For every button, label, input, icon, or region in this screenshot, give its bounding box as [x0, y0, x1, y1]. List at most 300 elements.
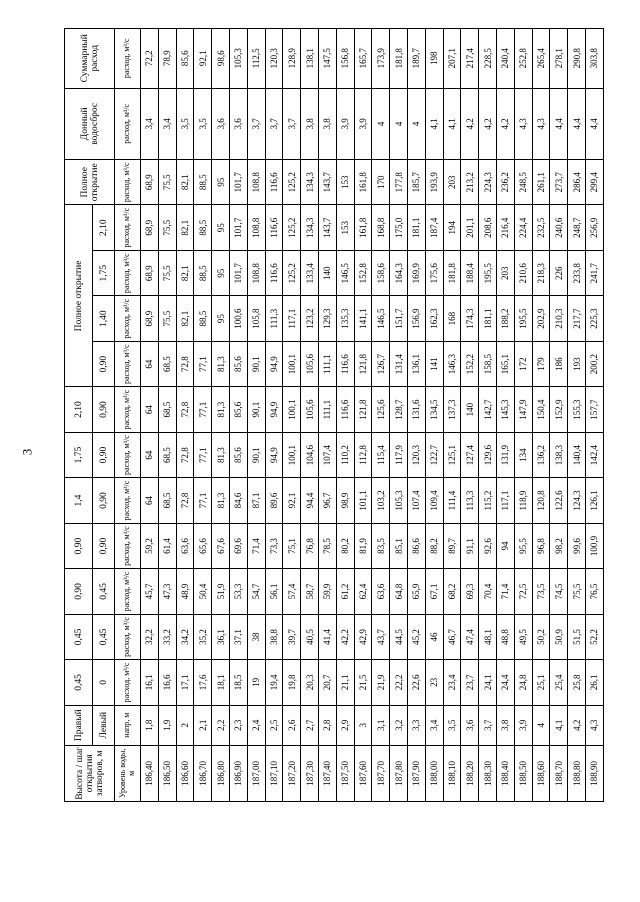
header-bottom-outlet: Донный водосброс — [65, 88, 115, 159]
table-cell: 64 — [141, 478, 159, 523]
table-cell: 161,8 — [354, 160, 372, 205]
header-r1-c6: 1,4 — [65, 478, 93, 523]
header-r1-c7: 1,75 — [65, 432, 93, 477]
table-cell: 49,5 — [514, 614, 532, 659]
header-total-unit: расход, м³/с — [115, 29, 141, 89]
table-row — [532, 29, 550, 802]
table-cell: 76,8 — [301, 523, 319, 568]
header-r2-c6: 0,90 — [93, 478, 115, 523]
table-row — [141, 29, 159, 802]
table-cell: 286,4 — [568, 160, 586, 205]
table-cell: 170 — [372, 160, 390, 205]
table-cell: 108,8 — [247, 160, 265, 205]
table-cell: 226 — [550, 250, 568, 295]
water-level-cell: 188,10 — [443, 745, 461, 801]
table-cell: 65,6 — [194, 523, 212, 568]
table-cell: 68,9 — [141, 296, 159, 341]
table-cell: 38 — [247, 614, 265, 659]
table-cell: 116,6 — [336, 341, 354, 386]
table-row — [354, 29, 372, 802]
table-cell: 24,4 — [496, 660, 514, 705]
table-cell: 188,4 — [461, 250, 479, 295]
table-cell: 175,0 — [390, 205, 408, 250]
table-cell: 68,2 — [443, 569, 461, 614]
table-cell: 4 — [407, 88, 425, 159]
table-cell: 111,4 — [443, 478, 461, 523]
table-cell: 193,9 — [425, 160, 443, 205]
table-row — [158, 29, 176, 802]
table-cell: 24,1 — [479, 660, 497, 705]
table-cell: 81,3 — [212, 387, 230, 432]
rotated-table-wrapper — [64, 28, 604, 802]
header-full-opening: Полное открытие — [65, 160, 115, 205]
table-cell: 68,5 — [158, 478, 176, 523]
table-cell: 4,1 — [425, 88, 443, 159]
table-cell: 21,5 — [354, 660, 372, 705]
table-cell: 107,4 — [407, 478, 425, 523]
water-level-cell: 186,90 — [229, 745, 247, 801]
table-row — [265, 29, 283, 802]
table-cell: 105,6 — [301, 341, 319, 386]
table-cell: 43,7 — [372, 614, 390, 659]
table-cell: 165,1 — [496, 341, 514, 386]
table-cell: 81,9 — [354, 523, 372, 568]
table-cell: 146,5 — [336, 250, 354, 295]
header-unit: расход, м³/с — [115, 387, 141, 432]
table-cell: 1,8 — [141, 705, 159, 745]
table-cell: 59,2 — [141, 523, 159, 568]
table-cell: 86,6 — [407, 523, 425, 568]
water-level-cell: 186,70 — [194, 745, 212, 801]
header-head: напр, м — [115, 705, 141, 745]
water-level-cell: 187,10 — [265, 745, 283, 801]
table-cell: 156,9 — [407, 296, 425, 341]
table-cell: 116,6 — [265, 205, 283, 250]
table-cell: 162,3 — [425, 296, 443, 341]
table-cell: 75,5 — [158, 205, 176, 250]
table-cell: 187,4 — [425, 205, 443, 250]
table-cell: 124,3 — [568, 478, 586, 523]
table-cell: 4,2 — [496, 88, 514, 159]
table-cell: 2,7 — [301, 705, 319, 745]
table-cell: 20,3 — [301, 660, 319, 705]
water-level-cell: 188,70 — [550, 745, 568, 801]
table-cell: 129,3 — [318, 296, 336, 341]
header-unit: расход, м³/с — [115, 660, 141, 705]
table-cell: 125,6 — [372, 387, 390, 432]
table-cell: 195,5 — [514, 296, 532, 341]
table-cell: 158,6 — [372, 250, 390, 295]
table-row — [585, 29, 603, 802]
table-row — [194, 29, 212, 802]
table-cell: 2,3 — [229, 705, 247, 745]
table-cell: 3,8 — [301, 88, 319, 159]
table-cell: 116,6 — [265, 160, 283, 205]
table-cell: 48,8 — [496, 614, 514, 659]
table-cell: 90,1 — [247, 432, 265, 477]
table-cell: 112,5 — [247, 29, 265, 89]
table-cell: 156,8 — [336, 29, 354, 89]
table-cell: 26,1 — [585, 660, 603, 705]
table-cell: 63,6 — [372, 569, 390, 614]
water-level-cell: 187,90 — [407, 745, 425, 801]
table-cell: 77,1 — [194, 432, 212, 477]
table-cell: 4,1 — [550, 705, 568, 745]
water-level-cell: 186,80 — [212, 745, 230, 801]
table-cell: 125,2 — [283, 160, 301, 205]
table-cell: 98,6 — [212, 29, 230, 89]
table-cell: 233,8 — [568, 250, 586, 295]
header-unit: расход, м³/с — [115, 205, 141, 250]
table-cell: 33,2 — [158, 614, 176, 659]
table-row — [461, 29, 479, 802]
table-cell: 145,3 — [496, 387, 514, 432]
table-container — [64, 28, 604, 802]
table-cell: 56,1 — [265, 569, 283, 614]
header-r2-c9: 0,90 — [93, 341, 115, 386]
table-cell: 67,6 — [212, 523, 230, 568]
table-cell: 48,1 — [479, 614, 497, 659]
table-cell: 68,9 — [141, 205, 159, 250]
table-cell: 88,5 — [194, 296, 212, 341]
table-cell: 120,3 — [265, 29, 283, 89]
table-cell: 34,2 — [176, 614, 194, 659]
table-cell: 18,5 — [229, 660, 247, 705]
table-cell: 53,3 — [229, 569, 247, 614]
table-cell: 175,6 — [425, 250, 443, 295]
table-cell: 2,8 — [318, 705, 336, 745]
table-cell: 3,7 — [283, 88, 301, 159]
table-cell: 3,4 — [158, 88, 176, 159]
table-cell: 142,4 — [585, 432, 603, 477]
table-cell: 85,6 — [229, 341, 247, 386]
table-cell: 181,8 — [390, 29, 408, 89]
table-cell: 138,3 — [550, 432, 568, 477]
table-cell: 3,8 — [318, 88, 336, 159]
water-level-cell: 187,70 — [372, 745, 390, 801]
table-cell: 105,6 — [301, 387, 319, 432]
table-cell: 44,5 — [390, 614, 408, 659]
table-cell: 80,2 — [336, 523, 354, 568]
table-cell: 81,3 — [212, 341, 230, 386]
table-cell: 299,4 — [585, 160, 603, 205]
table-cell: 71,4 — [496, 569, 514, 614]
table-cell: 128,7 — [390, 387, 408, 432]
table-cell: 3,5 — [194, 88, 212, 159]
table-cell: 83,5 — [372, 523, 390, 568]
table-cell: 142,7 — [479, 387, 497, 432]
table-cell: 103,2 — [372, 478, 390, 523]
table-cell: 126,7 — [372, 341, 390, 386]
table-cell: 75,5 — [158, 296, 176, 341]
table-cell: 108,8 — [247, 205, 265, 250]
table-cell: 105,3 — [390, 478, 408, 523]
table-cell: 181,1 — [407, 205, 425, 250]
table-cell: 126,1 — [585, 478, 603, 523]
water-level-cell: 188,60 — [532, 745, 550, 801]
table-cell: 72,8 — [176, 387, 194, 432]
table-cell: 23,4 — [443, 660, 461, 705]
table-cell: 224,4 — [514, 205, 532, 250]
discharge-table — [64, 28, 604, 802]
table-cell: 158,5 — [479, 341, 497, 386]
table-cell: 94,9 — [265, 341, 283, 386]
table-cell: 67,1 — [425, 569, 443, 614]
table-cell: 189,7 — [407, 29, 425, 89]
table-cell: 136,1 — [407, 341, 425, 386]
table-cell: 138,1 — [301, 29, 319, 89]
table-cell: 236,2 — [496, 160, 514, 205]
table-cell: 45,7 — [141, 569, 159, 614]
table-cell: 210,3 — [550, 296, 568, 341]
table-cell: 3,7 — [479, 705, 497, 745]
table-cell: 137,3 — [443, 387, 461, 432]
table-cell: 120,3 — [407, 432, 425, 477]
table-cell: 169,9 — [407, 250, 425, 295]
header-full-opening-group: Полное открытие — [65, 205, 93, 387]
table-cell: 82,1 — [176, 250, 194, 295]
table-cell: 2 — [176, 705, 194, 745]
table-cell: 131,4 — [390, 341, 408, 386]
table-cell: 228,5 — [479, 29, 497, 89]
table-cell: 232,5 — [532, 205, 550, 250]
table-cell: 100,1 — [283, 432, 301, 477]
table-cell: 64 — [141, 432, 159, 477]
table-cell: 3,9 — [354, 88, 372, 159]
table-cell: 16,6 — [158, 660, 176, 705]
water-level-cell: 188,30 — [479, 745, 497, 801]
header-total-discharge: Суммарный расход — [65, 29, 115, 89]
header-row-3 — [115, 29, 141, 802]
table-cell: 16,1 — [141, 660, 159, 705]
table-cell: 3,6 — [461, 705, 479, 745]
table-cell: 123,2 — [301, 296, 319, 341]
table-cell: 173,9 — [372, 29, 390, 89]
table-cell: 140,4 — [568, 432, 586, 477]
table-cell: 172 — [514, 341, 532, 386]
water-level-cell: 188,00 — [425, 745, 443, 801]
table-cell: 216,4 — [496, 205, 514, 250]
table-cell: 140 — [461, 387, 479, 432]
table-cell: 174,3 — [461, 296, 479, 341]
table-cell: 72,2 — [141, 29, 159, 89]
table-cell: 261,1 — [532, 160, 550, 205]
table-cell: 88,5 — [194, 250, 212, 295]
table-cell: 165,7 — [354, 29, 372, 89]
table-row — [443, 29, 461, 802]
table-row — [372, 29, 390, 802]
table-cell: 186 — [550, 341, 568, 386]
table-cell: 90,1 — [247, 341, 265, 386]
table-cell: 19,4 — [265, 660, 283, 705]
table-cell: 4,2 — [568, 705, 586, 745]
table-cell: 203 — [443, 160, 461, 205]
table-cell: 3,6 — [229, 88, 247, 159]
header-unit: расход, м³/с — [115, 250, 141, 295]
table-cell: 68,9 — [141, 250, 159, 295]
table-cell: 198 — [425, 29, 443, 89]
table-cell: 64 — [141, 387, 159, 432]
table-cell: 62,4 — [354, 569, 372, 614]
table-cell: 81,3 — [212, 478, 230, 523]
table-cell: 110,2 — [336, 432, 354, 477]
table-cell: 50,9 — [550, 614, 568, 659]
table-cell: 101,1 — [354, 478, 372, 523]
table-cell: 74,5 — [550, 569, 568, 614]
table-cell: 188,2 — [496, 296, 514, 341]
table-cell: 193 — [568, 341, 586, 386]
table-cell: 70,4 — [479, 569, 497, 614]
table-cell: 117,1 — [283, 296, 301, 341]
table-cell: 240,6 — [550, 205, 568, 250]
table-cell: 121,8 — [354, 341, 372, 386]
header-r2-c12: 2,10 — [93, 205, 115, 250]
table-cell: 152,8 — [354, 250, 372, 295]
table-cell: 82,1 — [176, 296, 194, 341]
table-row — [283, 29, 301, 802]
table-cell: 4,2 — [479, 88, 497, 159]
table-cell: 68,5 — [158, 341, 176, 386]
table-cell: 100,6 — [229, 296, 247, 341]
table-cell: 50,4 — [194, 569, 212, 614]
table-cell: 147,9 — [514, 387, 532, 432]
table-cell: 115,4 — [372, 432, 390, 477]
table-cell: 88,2 — [425, 523, 443, 568]
table-cell: 210,6 — [514, 250, 532, 295]
header-bottom-unit: расход, м³/с — [115, 88, 141, 159]
table-cell: 116,6 — [336, 387, 354, 432]
table-row — [407, 29, 425, 802]
table-cell: 78,5 — [318, 523, 336, 568]
table-cell: 54,7 — [247, 569, 265, 614]
table-cell: 77,1 — [194, 387, 212, 432]
header-row-1 — [65, 29, 93, 802]
table-cell: 240,4 — [496, 29, 514, 89]
table-cell: 153 — [336, 160, 354, 205]
table-cell: 41,4 — [318, 614, 336, 659]
table-cell: 19 — [247, 660, 265, 705]
table-cell: 3,2 — [390, 705, 408, 745]
table-cell: 151,7 — [390, 296, 408, 341]
table-cell: 23,7 — [461, 660, 479, 705]
table-cell: 2,6 — [283, 705, 301, 745]
table-cell: 82,1 — [176, 160, 194, 205]
header-r1-c4: 0,90 — [65, 569, 93, 614]
table-cell: 21,9 — [372, 660, 390, 705]
table-cell: 64 — [141, 341, 159, 386]
table-cell: 111,3 — [265, 296, 283, 341]
table-cell: 68,5 — [158, 387, 176, 432]
table-cell: 128,9 — [283, 29, 301, 89]
table-cell: 152,2 — [461, 341, 479, 386]
table-cell: 46 — [425, 614, 443, 659]
water-level-cell: 186,50 — [158, 745, 176, 801]
table-cell: 125,1 — [443, 432, 461, 477]
table-cell: 85,6 — [229, 432, 247, 477]
table-cell: 122,7 — [425, 432, 443, 477]
water-level-cell: 188,50 — [514, 745, 532, 801]
header-unit: расход, м³/с — [115, 478, 141, 523]
table-cell: 68,9 — [141, 160, 159, 205]
table-cell: 117,1 — [496, 478, 514, 523]
table-cell: 89,7 — [443, 523, 461, 568]
table-cell: 47,4 — [461, 614, 479, 659]
table-cell: 164,3 — [390, 250, 408, 295]
table-cell: 179 — [532, 341, 550, 386]
table-cell: 85,6 — [176, 29, 194, 89]
table-cell: 52,2 — [585, 614, 603, 659]
table-cell: 194 — [443, 205, 461, 250]
table-row — [301, 29, 319, 802]
table-cell: 25,4 — [550, 660, 568, 705]
table-cell: 73,5 — [532, 569, 550, 614]
table-cell: 92,1 — [194, 29, 212, 89]
table-cell: 48,9 — [176, 569, 194, 614]
header-left: Левый — [93, 705, 115, 745]
table-cell: 20,7 — [318, 660, 336, 705]
table-cell: 51,5 — [568, 614, 586, 659]
table-cell: 290,8 — [568, 29, 586, 89]
table-cell: 125,2 — [283, 250, 301, 295]
table-cell: 105,3 — [229, 29, 247, 89]
table-cell: 153 — [336, 205, 354, 250]
table-cell: 47,3 — [158, 569, 176, 614]
table-cell: 3,5 — [443, 705, 461, 745]
table-cell: 147,5 — [318, 29, 336, 89]
table-cell: 105,8 — [247, 296, 265, 341]
table-cell: 77,1 — [194, 341, 212, 386]
table-cell: 3 — [354, 705, 372, 745]
table-cell: 69,6 — [229, 523, 247, 568]
table-cell: 95 — [212, 250, 230, 295]
table-cell: 95 — [212, 296, 230, 341]
table-cell: 90,1 — [247, 387, 265, 432]
table-cell: 73,3 — [265, 523, 283, 568]
water-level-cell: 188,40 — [496, 745, 514, 801]
table-cell: 146,5 — [372, 296, 390, 341]
table-cell: 136,2 — [532, 432, 550, 477]
table-cell: 38,8 — [265, 614, 283, 659]
table-cell: 85,6 — [229, 387, 247, 432]
table-cell: 75,5 — [158, 250, 176, 295]
header-r2-c4: 0,45 — [93, 569, 115, 614]
table-cell: 177,8 — [390, 160, 408, 205]
header-unit: расход, м³/с — [115, 160, 141, 205]
table-cell: 100,9 — [585, 523, 603, 568]
table-cell: 4 — [372, 88, 390, 159]
table-cell: 224,3 — [479, 160, 497, 205]
water-level-cell: 187,50 — [336, 745, 354, 801]
table-cell: 3,3 — [407, 705, 425, 745]
table-cell: 140 — [318, 250, 336, 295]
header-r2-c10: 1,40 — [93, 296, 115, 341]
table-cell: 98,9 — [336, 478, 354, 523]
header-r1-c3: 0,45 — [65, 614, 93, 659]
table-cell: 92,6 — [479, 523, 497, 568]
table-cell: 117,9 — [390, 432, 408, 477]
table-cell: 4,3 — [585, 705, 603, 745]
table-cell: 202,9 — [532, 296, 550, 341]
table-cell: 63,6 — [176, 523, 194, 568]
header-unit: расход, м³/с — [115, 296, 141, 341]
table-cell: 131,9 — [496, 432, 514, 477]
table-cell: 3,4 — [141, 88, 159, 159]
table-cell: 203 — [496, 250, 514, 295]
table-cell: 82,1 — [176, 205, 194, 250]
water-level-cell: 188,20 — [461, 745, 479, 801]
table-cell: 72,8 — [176, 341, 194, 386]
table-cell: 25,8 — [568, 660, 586, 705]
